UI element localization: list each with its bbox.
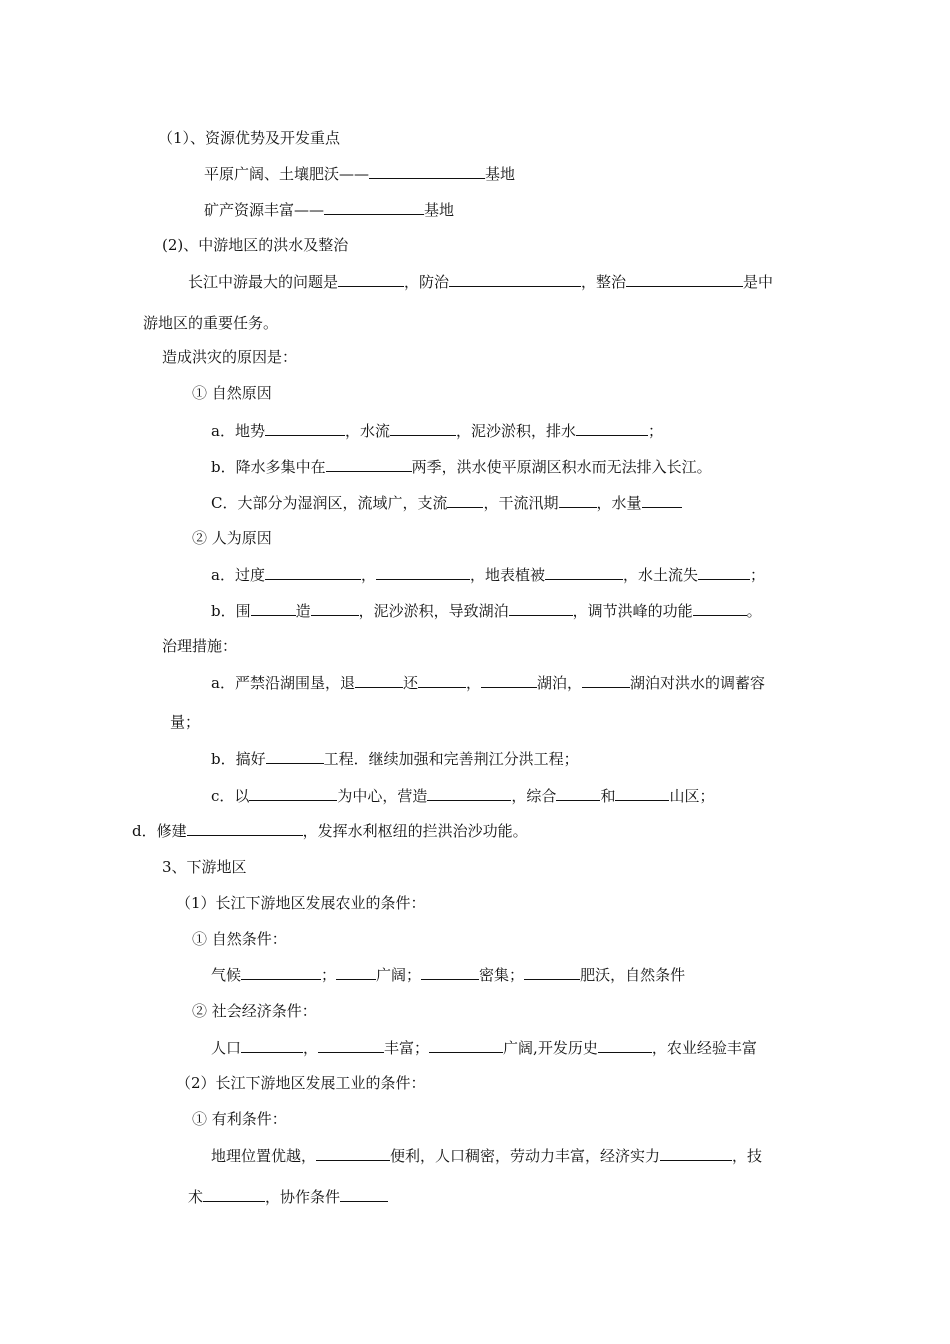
text-segment: 基地 — [424, 201, 455, 219]
text-segment: 便利，人口稠密，劳动力丰富，经济实力 — [390, 1147, 661, 1165]
text-segment: b．搞好 — [211, 750, 266, 768]
text-segment: ② 人为原因 — [192, 529, 272, 547]
text-segment: 平原广阔、土壤肥沃—— — [204, 165, 370, 183]
answer-blank[interactable] — [369, 163, 485, 179]
text-segment: a．过度 — [211, 566, 265, 584]
text-segment: ， — [465, 674, 481, 692]
text-segment: ① 自然原因 — [192, 384, 272, 402]
text-segment: 湖泊， — [536, 674, 582, 692]
text-segment: ，泥沙淤积，导致湖泊 — [358, 602, 509, 620]
answer-blank[interactable] — [545, 564, 623, 580]
text-segment: b．围 — [211, 602, 251, 620]
question-return-farmland — [211, 672, 765, 692]
text-segment: ， — [360, 566, 376, 584]
question-plain-base — [204, 163, 515, 183]
text-segment: 还 — [402, 674, 418, 692]
answer-blank[interactable] — [598, 1037, 652, 1053]
subheading-social-conditions — [192, 1001, 317, 1021]
subheading-industry — [176, 1073, 426, 1093]
answer-blank[interactable] — [318, 1037, 384, 1053]
text-segment: 肥沃，自然条件 — [580, 966, 686, 984]
text-segment: 地理位置优越， — [211, 1147, 317, 1165]
question-mineral-base — [204, 199, 454, 219]
text-segment: 为中心，营造 — [337, 787, 428, 805]
text-segment: 。 — [746, 602, 762, 620]
answer-blank[interactable] — [241, 964, 321, 980]
text-segment: 长江中游最大的问题是 — [188, 273, 339, 291]
text-segment: 气候 — [211, 966, 242, 984]
text-segment: ， — [303, 1039, 319, 1057]
answer-blank[interactable] — [311, 600, 359, 616]
text-segment: 治理措施： — [162, 637, 238, 655]
text-segment: 两季，洪水使平原湖区积水而无法排入长江。 — [411, 458, 712, 476]
question-location — [211, 1145, 762, 1165]
section-heading-downstream — [162, 857, 247, 877]
question-return-farmland-cont — [170, 712, 200, 732]
text-segment: ，发挥水利枢纽的拦洪治沙功能。 — [302, 822, 528, 840]
answer-blank[interactable] — [509, 600, 573, 616]
section-heading-resources — [158, 128, 340, 148]
text-segment: ，泥沙淤积，排水 — [455, 422, 576, 440]
text-segment: ① 自然条件： — [192, 930, 287, 948]
text-segment: 丰富； — [384, 1039, 430, 1057]
text-segment: ，防治 — [404, 273, 450, 291]
answer-blank[interactable] — [642, 492, 682, 508]
answer-blank[interactable] — [316, 1145, 390, 1161]
answer-blank[interactable] — [693, 600, 747, 616]
subheading-favorable-conditions — [192, 1109, 287, 1129]
text-segment: ② 社会经济条件： — [192, 1002, 317, 1020]
question-location-cont — [188, 1186, 388, 1206]
answer-blank[interactable] — [559, 492, 597, 508]
section-heading-flood — [162, 235, 348, 255]
question-terrain — [211, 420, 663, 440]
text-segment: 造 — [295, 602, 311, 620]
heading-text: (2)、中游地区的洪水及整治 — [162, 236, 349, 254]
answer-blank[interactable] — [326, 456, 412, 472]
question-centered — [211, 785, 714, 805]
subheading-human-causes — [192, 528, 272, 548]
text-segment: a．严禁沿湖围垦，退 — [211, 674, 355, 692]
text-segment: 广阔； — [376, 966, 422, 984]
answer-blank[interactable] — [203, 1186, 265, 1202]
answer-blank[interactable] — [660, 1145, 732, 1161]
text-segment: c．以 — [211, 787, 250, 805]
answer-blank[interactable] — [615, 785, 669, 801]
answer-blank[interactable] — [265, 564, 361, 580]
question-reclamation — [211, 600, 762, 620]
text-segment: ，水量 — [596, 494, 642, 512]
answer-blank[interactable] — [376, 564, 470, 580]
subheading-natural-conditions — [192, 929, 287, 949]
question-overuse — [211, 564, 765, 584]
answer-blank[interactable] — [481, 672, 537, 688]
text-segment: C．大部分为湿润区，流域广，支流 — [211, 494, 448, 512]
answer-blank[interactable] — [390, 420, 456, 436]
text-segment: ① 有利条件： — [192, 1110, 287, 1128]
text-segment: 工程．继续加强和完善荆江分洪工程； — [323, 750, 579, 768]
question-population — [211, 1037, 757, 1057]
answer-blank[interactable] — [421, 964, 479, 980]
heading-text: （1）、资源优势及开发重点 — [158, 129, 341, 147]
answer-blank[interactable] — [338, 271, 404, 287]
text-segment: ，农业经验丰富 — [651, 1039, 757, 1057]
text-segment: 广阔,开发历史 — [503, 1039, 598, 1057]
text-segment: d．修建 — [132, 822, 187, 840]
text-segment: （1）长江下游地区发展农业的条件： — [176, 894, 426, 912]
subheading-flood-causes — [162, 347, 297, 367]
answer-blank[interactable] — [698, 564, 750, 580]
text-segment: 造成洪灾的原因是： — [162, 348, 298, 366]
text-segment: ，调节洪峰的功能 — [572, 602, 693, 620]
heading-text: 3、下游地区 — [162, 858, 247, 876]
text-segment: 山区； — [669, 787, 715, 805]
text-segment: ，水流 — [344, 422, 390, 440]
subheading-agriculture — [176, 893, 426, 913]
text-segment: 人口 — [211, 1039, 242, 1057]
answer-blank[interactable] — [447, 492, 483, 508]
question-middle-problem-cont — [143, 313, 278, 333]
text-segment: ，干流汛期 — [483, 494, 559, 512]
text-segment: ，整治 — [581, 273, 627, 291]
answer-blank[interactable] — [340, 1186, 388, 1202]
answer-blank[interactable] — [524, 964, 580, 980]
answer-blank[interactable] — [336, 964, 376, 980]
text-segment: ； — [321, 966, 337, 984]
answer-blank[interactable] — [249, 785, 337, 801]
answer-blank[interactable] — [266, 748, 324, 764]
text-segment: ，协作条件 — [265, 1188, 341, 1206]
question-middle-problem — [188, 271, 773, 291]
subheading-measures — [162, 636, 237, 656]
text-segment: 是中 — [743, 273, 774, 291]
text-segment: （2）长江下游地区发展工业的条件： — [176, 1074, 426, 1092]
question-humid-region — [211, 492, 682, 512]
text-segment: b．降水多集中在 — [211, 458, 326, 476]
question-build — [132, 820, 528, 840]
answer-blank[interactable] — [187, 820, 303, 836]
text-segment: 和 — [600, 787, 616, 805]
answer-blank[interactable] — [556, 785, 600, 801]
answer-blank[interactable] — [626, 271, 743, 287]
text-segment: a．地势 — [211, 422, 265, 440]
answer-blank[interactable] — [429, 1037, 503, 1053]
question-climate — [211, 964, 685, 984]
answer-blank[interactable] — [251, 600, 296, 616]
answer-blank[interactable] — [576, 420, 648, 436]
text-segment: 湖泊对洪水的调蓄容 — [630, 674, 766, 692]
text-segment: ，水土流失 — [622, 566, 698, 584]
text-segment: 游地区的重要任务。 — [143, 314, 279, 332]
text-segment: 矿产资源丰富—— — [204, 201, 325, 219]
answer-blank[interactable] — [241, 1037, 303, 1053]
answer-blank[interactable] — [427, 785, 511, 801]
subheading-natural-causes — [192, 383, 272, 403]
text-segment: ； — [647, 422, 663, 440]
text-segment: ，综合 — [511, 787, 557, 805]
text-segment: 基地 — [485, 165, 516, 183]
answer-blank[interactable] — [265, 420, 345, 436]
text-segment: 量； — [170, 713, 201, 731]
answer-blank[interactable] — [582, 672, 630, 688]
answer-blank[interactable] — [355, 672, 403, 688]
answer-blank[interactable] — [418, 672, 466, 688]
question-rainfall — [211, 456, 712, 476]
text-segment: ； — [750, 566, 766, 584]
answer-blank[interactable] — [324, 199, 424, 215]
text-segment: ，地表植被 — [469, 566, 545, 584]
answer-blank[interactable] — [449, 271, 581, 287]
text-segment: 术 — [188, 1188, 204, 1206]
question-engineering — [211, 748, 579, 768]
text-segment: ，技 — [732, 1147, 763, 1165]
text-segment: 密集； — [479, 966, 525, 984]
